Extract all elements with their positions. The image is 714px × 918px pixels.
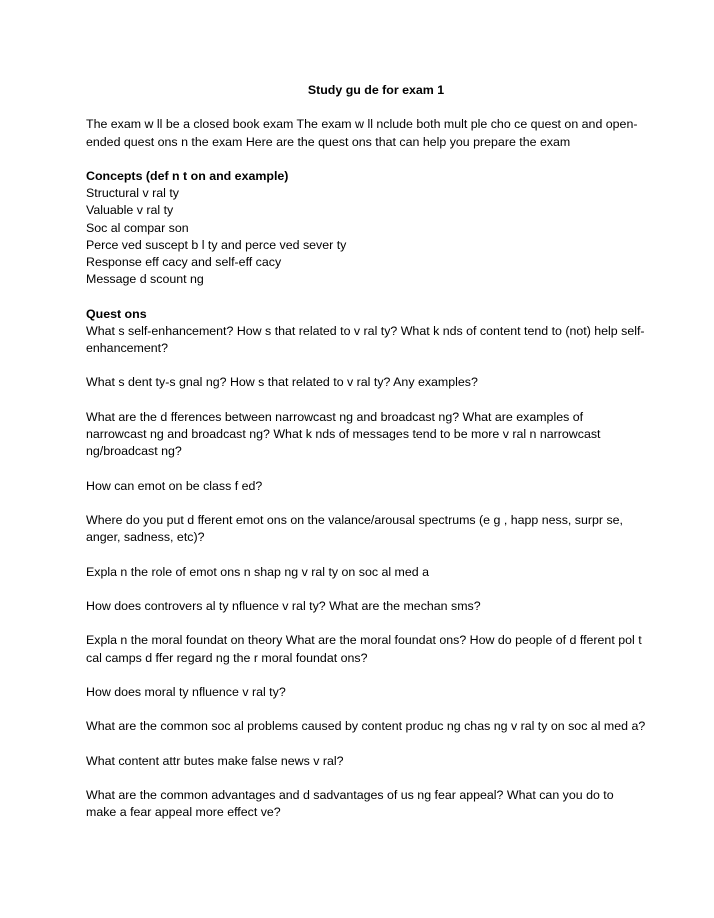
question-item: What s dent ty-s gnal ng? How s that related to v ral ty? Any examples? — [86, 375, 478, 390]
concepts-heading: Concepts (def n t on and example) — [86, 168, 289, 183]
question-item: What content attr butes make false news v ral? — [86, 753, 344, 768]
question-item: How does moral ty nfluence v ral ty? — [86, 684, 286, 699]
question-item: Expla n the role of emot ons n shap ng v ral ty on soc al med a — [86, 564, 429, 579]
spacer — [86, 288, 646, 305]
questions-heading: Quest ons — [86, 306, 147, 321]
question-item: What s self-enhancement? How s that related to v ral ty? What k nds of content tend to (not) help self-enhancement? — [86, 323, 645, 355]
question-item: How does controvers al ty nfluence v ral ty? What are the mechan sms? — [86, 598, 481, 613]
spacer — [86, 99, 646, 116]
question-item: What are the common soc al problems caused by content produc ng chas ng v ral ty on soc al med a? — [86, 719, 646, 734]
concept-item: Response eff cacy and self-eff cacy — [86, 255, 282, 269]
question-item: What are the common advantages and d sadvantages of us ng fear appeal? What can you do to make a fear appeal more effect ve? — [86, 788, 614, 820]
concept-item: Soc al compar son — [86, 220, 189, 235]
document-title: Study gu de for exam 1 — [307, 83, 445, 97]
spacer — [86, 151, 646, 168]
concept-item: Valuable v ral ty — [86, 203, 174, 218]
concept-item: Message d scount ng — [86, 272, 204, 287]
question-item: Expla n the moral foundat on theory What are the moral foundat ons? How do people of d fferent pol t cal camps d ffer regard ng the r moral foundat ons? — [86, 633, 642, 665]
intro-paragraph: The exam w ll be a closed book exam The exam w ll nclude both mult ple cho ce quest on and open-ended quest ons n the exam Here are the quest ons that can help you prepare the exam — [86, 117, 638, 149]
concepts-list — [86, 185, 646, 288]
concept-item: Structural v ral ty — [86, 186, 179, 201]
question-item: What are the d fferences between narrowcast ng and broadcast ng? What are examples of narrowcast ng and broadcast ng? What k nds of messages tend to be more v ral n narrowcast ng/broadcast ng? — [86, 409, 601, 459]
questions-list — [86, 323, 646, 822]
concept-item: Perce ved suscept b l ty and perce ved sever ty — [86, 237, 347, 252]
document-body — [86, 82, 646, 822]
question-item: How can emot on be class f ed? — [86, 478, 263, 493]
question-item: Where do you put d fferent emot ons on the valance/arousal spectrums (e g , happ ness, surpr se, anger, sadness, etc)? — [86, 512, 623, 545]
